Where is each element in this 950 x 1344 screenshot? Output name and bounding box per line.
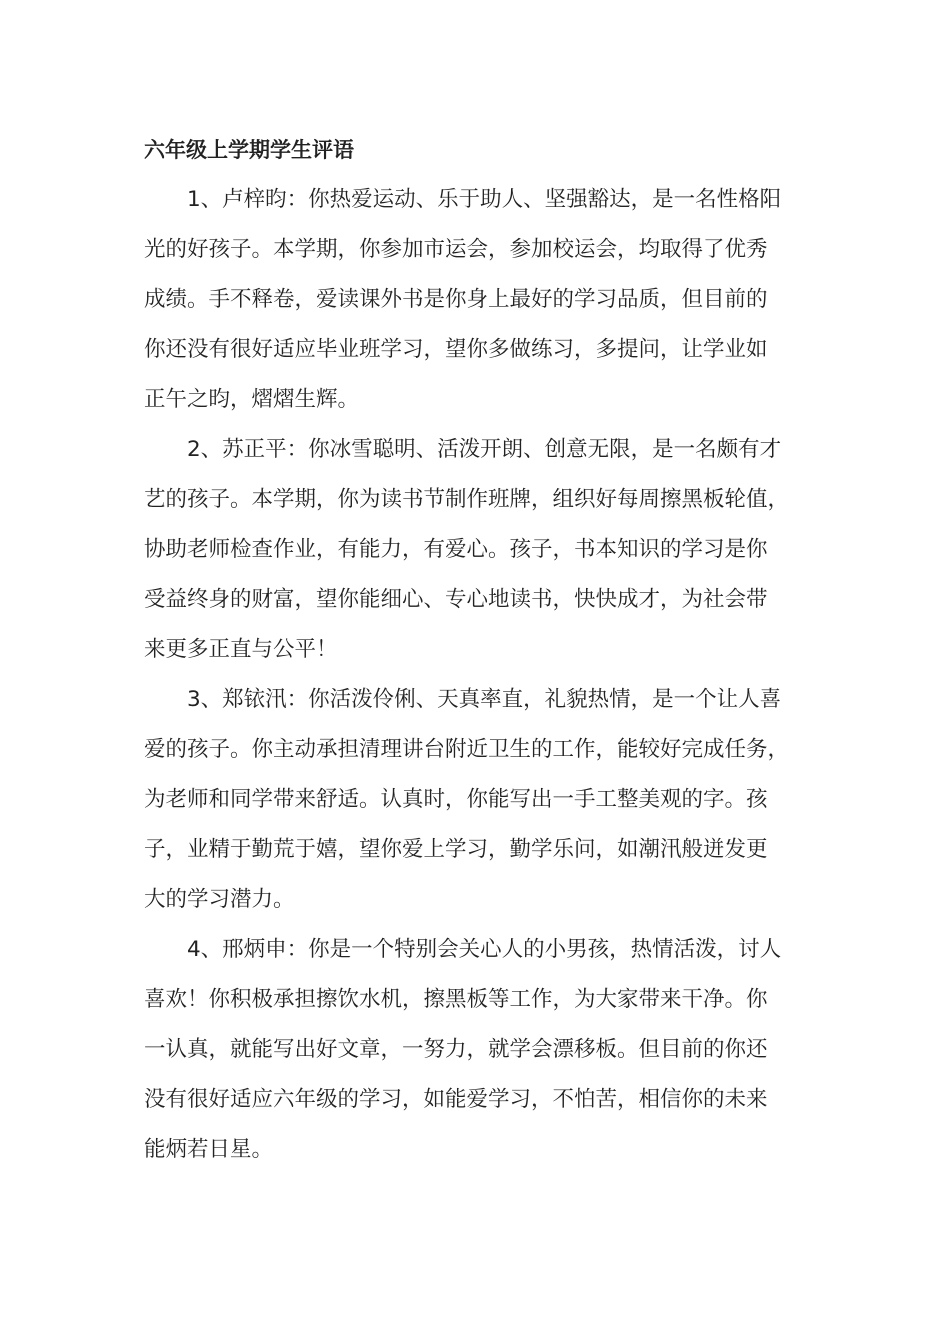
comment-paragraph-3 bbox=[144, 675, 834, 925]
paragraph-line: 能炳若日星。 bbox=[144, 1137, 274, 1162]
paragraph-line: 3、郑铱汛：你活泼伶俐、天真率直，礼貌热情，是一个让人喜 bbox=[187, 687, 782, 712]
paragraph-line: 一认真，就能写出好文章，一努力，就学会漂移板。但目前的你还 bbox=[144, 1037, 768, 1062]
document-title: 六年级上学期学生评语 bbox=[144, 138, 354, 162]
comment-paragraph-4 bbox=[144, 925, 834, 1175]
paragraph-line: 大的学习潜力。 bbox=[144, 887, 295, 912]
paragraph-line: 1、卢梓昀：你热爱运动、乐于助人、坚强豁达，是一名性格阳 bbox=[187, 187, 782, 212]
paragraph-line: 你还没有很好适应毕业班学习，望你多做练习，多提问，让学业如 bbox=[144, 337, 768, 362]
paragraph-line: 来更多正直与公平！ bbox=[144, 637, 338, 662]
paragraph-line: 协助老师检查作业，有能力，有爱心。孩子，书本知识的学习是你 bbox=[144, 537, 768, 562]
comment-paragraph-2 bbox=[144, 425, 834, 675]
paragraph-line: 爱的孩子。你主动承担清理讲台附近卫生的工作，能较好完成任务， bbox=[144, 737, 790, 762]
paragraph-line: 艺的孩子。本学期，你为读书节制作班牌，组织好每周擦黑板轮值， bbox=[144, 487, 790, 512]
paragraph-line: 受益终身的财富，望你能细心、专心地读书，快快成才，为社会带 bbox=[144, 587, 768, 612]
paragraph-line: 2、苏正平：你冰雪聪明、活泼开朗、创意无限，是一名颇有才 bbox=[187, 437, 782, 462]
paragraph-line: 没有很好适应六年级的学习，如能爱学习，不怕苦，相信你的未来 bbox=[144, 1087, 768, 1112]
document-body bbox=[144, 125, 834, 1175]
paragraph-line: 喜欢！你积极承担擦饮水机，擦黑板等工作，为大家带来干净。你 bbox=[144, 987, 768, 1012]
paragraph-line: 为老师和同学带来舒适。认真时，你能写出一手工整美观的字。孩 bbox=[144, 787, 768, 812]
paragraph-line: 正午之昀，熠熠生辉。 bbox=[144, 387, 360, 412]
comment-paragraph-1 bbox=[144, 175, 834, 425]
paragraph-line: 子，业精于勤荒于嬉，望你爱上学习，勤学乐问，如潮汛般迸发更 bbox=[144, 837, 768, 862]
paragraph-line: 成绩。手不释卷，爱读课外书是你身上最好的学习品质，但目前的 bbox=[144, 287, 768, 312]
paragraph-line: 4、邢炳申：你是一个特别会关心人的小男孩，热情活泼，讨人 bbox=[187, 937, 782, 962]
paragraph-line: 光的好孩子。本学期，你参加市运会，参加校运会，均取得了优秀 bbox=[144, 237, 768, 262]
